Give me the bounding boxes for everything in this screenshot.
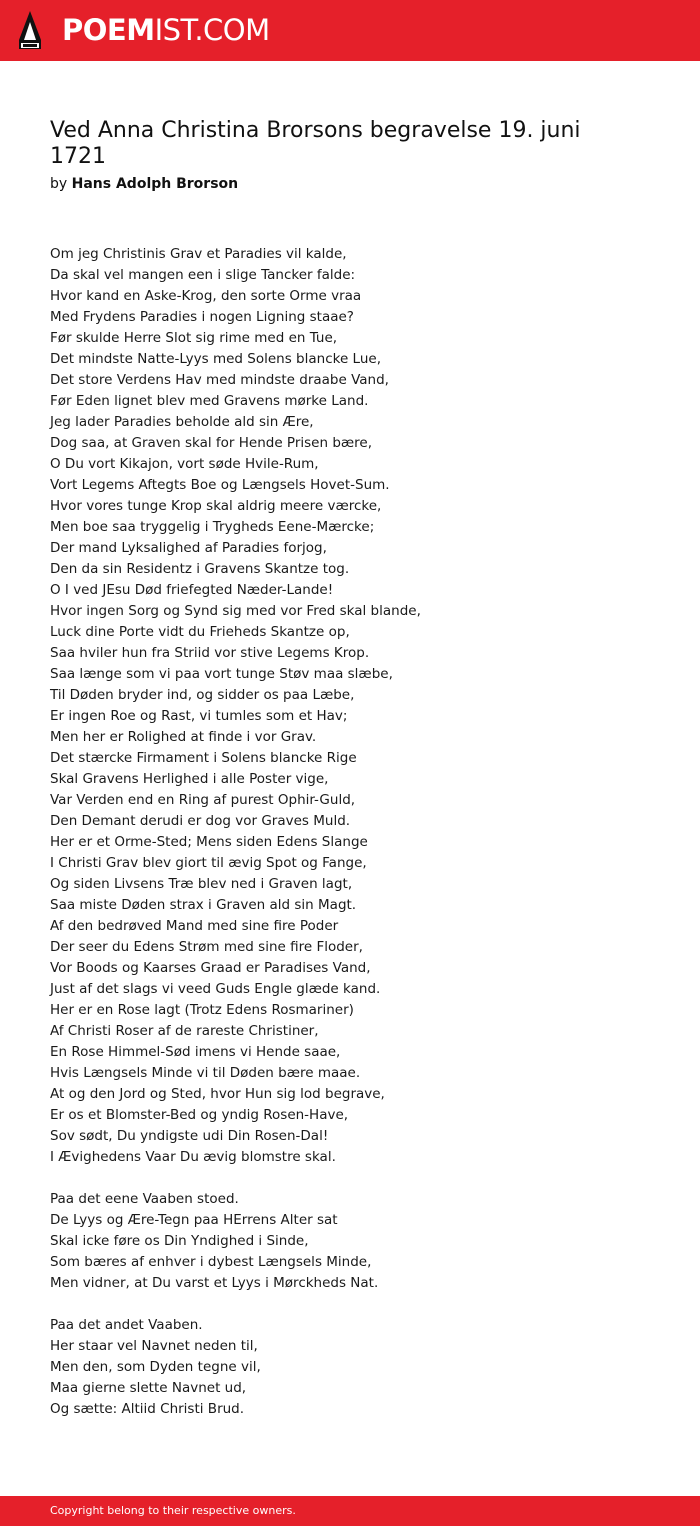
poem-line: Var Verden end en Ring af purest Ophir-Guld, — [50, 792, 356, 808]
poem-line: Der mand Lyksalighed af Paradies forjog, — [50, 540, 327, 556]
poem-line: O I ved JEsu Død friefegted Næder-Lande! — [50, 582, 334, 598]
site-logo[interactable] — [62, 12, 270, 48]
poem-line: Saa hviler hun fra Striid vor stive Legems Krop. — [50, 645, 370, 661]
poem-line: Saa længe som vi paa vort tunge Støv maa slæbe, — [50, 666, 393, 682]
poem-line: Just af det slags vi veed Guds Engle glæde kand. — [50, 981, 381, 997]
poem-line: De Lyys og Ære-Tegn paa HErrens Alter sat — [50, 1212, 338, 1228]
stanza-break — [50, 1168, 670, 1189]
poem-line: En Rose Himmel-Sød imens vi Hende saae, — [50, 1044, 341, 1060]
poem-line: Skal Gravens Herlighed i alle Poster vige, — [50, 771, 329, 787]
poem-line: Før Eden lignet blev med Gravens mørke Land. — [50, 393, 369, 409]
poem-line: Og sætte: Altiid Christi Brud. — [50, 1401, 245, 1417]
poem-line: Af den bedrøved Mand med sine fire Poder — [50, 918, 339, 934]
poem-line: Luck dine Porte vidt du Frieheds Skantze op, — [50, 624, 350, 640]
by-label: by — [50, 176, 68, 192]
poem-line: Jeg lader Paradies beholde ald sin Ære, — [50, 414, 314, 430]
poem-line: Som bæres af enhver i dybest Længsels Minde, — [50, 1254, 372, 1270]
poem-line: Det store Verdens Hav med mindste draabe Vand, — [50, 372, 389, 388]
poem-line: Paa det andet Vaaben. — [50, 1317, 203, 1333]
logo-brand-bold: POEM — [62, 13, 155, 47]
poem-line: Hvor vores tunge Krop skal aldrig meere værcke, — [50, 498, 382, 514]
poem-title: Ved Anna Christina Brorsons begravelse 19. juni 1721 — [50, 118, 581, 169]
poem-line: Det stærcke Firmament i Solens blancke Rige — [50, 750, 357, 766]
poem-line: Her staar vel Navnet neden til, — [50, 1338, 258, 1354]
poem-line: Og siden Livsens Træ blev ned i Graven lagt, — [50, 876, 353, 892]
poem-line: Om jeg Christinis Grav et Paradies vil kalde, — [50, 246, 347, 262]
poem-line: Sov sødt, Du yndigste udi Din Rosen-Dal! — [50, 1128, 329, 1144]
poem-line: Her er et Orme-Sted; Mens siden Edens Slange — [50, 834, 368, 850]
poem-line: Maa gierne slette Navnet ud, — [50, 1380, 247, 1396]
author-name: Hans Adolph Brorson — [71, 176, 239, 192]
poem-line: Den da sin Residentz i Gravens Skantze tog. — [50, 561, 350, 577]
poem-line: Der seer du Edens Strøm med sine fire Floder, — [50, 939, 363, 955]
logo-brand-light: IST.COM — [154, 13, 270, 47]
byline — [50, 174, 238, 194]
poem-line: Paa det eene Vaaben stoed. — [50, 1191, 239, 1207]
poem-line: I Ævighedens Vaar Du ævig blomstre skal. — [50, 1149, 336, 1165]
poem-line: Dog saa, at Graven skal for Hende Prisen bære, — [50, 435, 372, 451]
poem-line: Men her er Rolighed at finde i vor Grav. — [50, 729, 317, 745]
poem-line: Hvis Længsels Minde vi til Døden bære maae. — [50, 1065, 361, 1081]
poem-line: Vor Boods og Kaarses Graad er Paradises Vand, — [50, 960, 371, 976]
pen-nib-icon[interactable] — [18, 10, 42, 50]
poem-line: Men den, som Dyden tegne vil, — [50, 1359, 261, 1375]
stanza-break — [50, 1294, 670, 1315]
poem-line: Men boe saa tryggelig i Trygheds Eene-Mærcke; — [50, 519, 375, 535]
poem-line: At og den Jord og Sted, hvor Hun sig lod begrave, — [50, 1086, 385, 1102]
poem-line: Hvor ingen Sorg og Synd sig med vor Fred skal blande, — [50, 603, 421, 619]
poem-line: Den Demant derudi er dog vor Graves Muld. — [50, 813, 351, 829]
poem-line: Vort Legems Aftegts Boe og Længsels Hovet-Sum. — [50, 477, 390, 493]
poem-line: Saa miste Døden strax i Graven ald sin Magt. — [50, 897, 357, 913]
poem-line: O Du vort Kikajon, vort søde Hvile-Rum, — [50, 456, 319, 472]
copyright-text: Copyright belong to their respective owners. — [50, 1504, 296, 1517]
poem-line: Før skulde Herre Slot sig rime med en Tue, — [50, 330, 338, 346]
site-header — [0, 0, 700, 61]
poem-line: Er os et Blomster-Bed og yndig Rosen-Have, — [50, 1107, 349, 1123]
poem-line: I Christi Grav blev giort til ævig Spot og Fange, — [50, 855, 367, 871]
poem-line: Skal icke føre os Din Yndighed i Sinde, — [50, 1233, 309, 1249]
poem-line: Hvor kand en Aske-Krog, den sorte Orme vraa — [50, 288, 362, 304]
poem-line: Med Frydens Paradies i nogen Ligning staae? — [50, 309, 354, 325]
poem-line: Er ingen Roe og Rast, vi tumles som et Hav; — [50, 708, 348, 724]
poem-line: Da skal vel mangen een i slige Tancker falde: — [50, 267, 356, 283]
poem-line: Til Døden bryder ind, og sidder os paa Læbe, — [50, 687, 355, 703]
poem-line: Men vidner, at Du varst et Lyys i Mørckheds Nat. — [50, 1275, 379, 1291]
poem-body — [50, 244, 670, 1420]
poem-line: Det mindste Natte-Lyys med Solens blancke Lue, — [50, 351, 381, 367]
poem-line: Her er en Rose lagt (Trotz Edens Rosmariner) — [50, 1002, 354, 1018]
poem-line: Af Christi Roser af de rareste Christiner, — [50, 1023, 319, 1039]
site-footer — [0, 1496, 700, 1526]
